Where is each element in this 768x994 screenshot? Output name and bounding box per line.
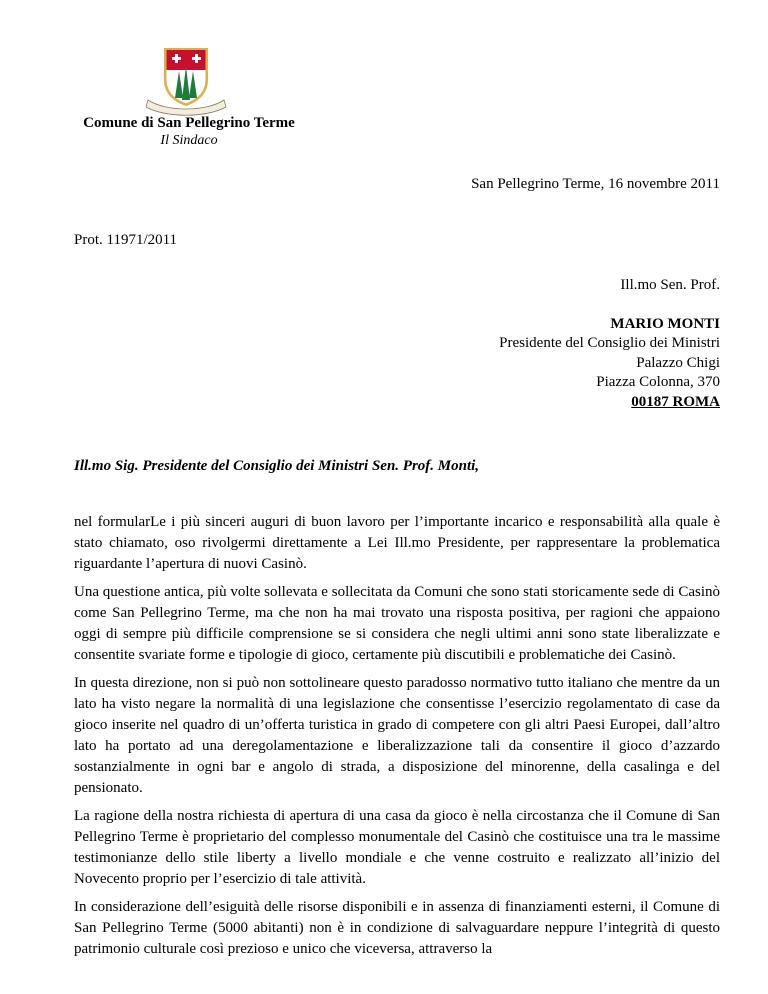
recipient-name: MARIO MONTI (610, 315, 720, 332)
recipient-street: Piazza Colonna, 370 (596, 374, 720, 390)
letterhead (74, 114, 304, 150)
salutation: Ill.mo Sig. Presidente del Consiglio dei Ministri Sen. Prof. Monti, (74, 458, 480, 474)
recipient-city: 00187 ROMA (631, 393, 720, 410)
body-paragraph: Una questione antica, più volte sollevata e sollecitata da Comuni che sono stati storicamente sede di Casinò come San Pellegrino Terme, ma che non ha mai trovato una risposta positiva, per ragioni che appaiono oggi di sempre più difficile comprensione se si considera che negli ultimi anni sono state liberalizzate e consentite svariate forme e tipologie di gioco, certamente più discutibili e problematiche dei Casinò. (74, 584, 720, 663)
recipient-honorific: Ill.mo Sen. Prof. (620, 277, 720, 293)
organization-name: Comune di San Pellegrino Terme (83, 115, 295, 131)
recipient-role: Presidente del Consiglio dei Ministri (499, 335, 720, 351)
body-paragraph: La ragione della nostra richiesta di apertura di una casa da gioco è nella circostanza che il Comune di San Pellegrino Terme è proprietario del complesso monumentale del Casinò che costituisce una tra le massime testimonianze dello stile liberty a livello mondiale e che venne costruito e realizzato all’inizio del Novecento proprio per l’esercizio di tale attività. (74, 808, 720, 887)
recipient-building: Palazzo Chigi (636, 354, 720, 371)
office-title: Il Sindaco (160, 133, 218, 148)
protocol-number: Prot. 11971/2011 (74, 232, 178, 248)
body-paragraph: In considerazione dell’esiguità delle risorse disponibili e in assenza di finanziamenti esterni, il Comune di San Pellegrino Terme (5000 abitanti) non è in condizione di salvaguardare neppure l’integrità di questo patrimonio culturale così prezioso e unico che viceversa, attraverso la (74, 899, 720, 957)
letter-body (74, 512, 720, 967)
municipal-crest-icon (142, 44, 230, 116)
recipient-address (499, 276, 720, 412)
body-paragraph: nel formularLe i più sinceri auguri di buon lavoro per l’importante incarico e responsabilità alla quale è stato chiamato, oso rivolgermi direttamente a Lei Ill.mo Presidente, per rappresentare la problematica riguardante l’apertura di nuovi Casinò. (74, 514, 720, 572)
body-paragraph: In questa direzione, non si può non sottolineare questo paradosso normativo tutto italiano che mentre da un lato ha visto negare la normalità di una legislazione che consentisse l’esercizio regolamentato di case da gioco inserite nel quadro di un’offerta turistica in grado di competere con gli altri Paesi Europei, dall’altro lato ha portato ad una deregolamentazione e liberalizzazione tali da consentire il gioco d’azzardo sostanzialmente in ogni bar e angolo di strada, a disposizione del minorenne, della casalinga e del pensionato. (74, 675, 720, 796)
place-and-date: San Pellegrino Terme, 16 novembre 2011 (471, 176, 720, 192)
